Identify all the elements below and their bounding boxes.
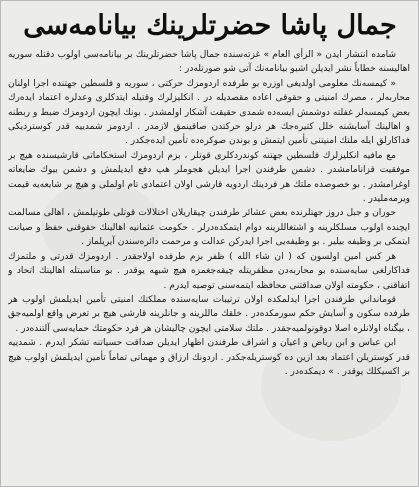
article-paragraph: قومانداني طرفندن اجرا ايدلمكده اولان ترتيبات سايه‌سنده مملكتك امنيتى تأمين ايديلمش اولوب هر طرفده سكون و آسايش حكم سورمكده‌در . خلقك ماللرينه و جانلرينه قارشى هيچ بر تعرض واقع اولميه‌جق ، بيگناه اولانلره اصلا دوقونولميه‌جقدر . ملتك سلامتى ايچون چاليشان هر فرد حكومتك حمايه‌سى آلتنده‌در . bbox=[8, 294, 410, 334]
article-paragraph: « كيمسه‌نك معلومى اولديغى اوزره بو طرفده اردومزك حركتى ، سوريه و فلسطين جهتنده اجرا اولنان محاربه‌لر ، مصرك امنيتى و حقوقى اعاده مقصديله در . انكليزلرك وقتيله ايتدكلرى وعدلره اعتماد ايده‌رك بعض كيمسه‌لر غفلته دوشمش ايسه‌ده شمدى حقيقت آشكار اولمشدر . بونك ايچون اردومزك ضبط و ربطنه و اهالينك آسايشنه خلل كتيره‌جك هر درلو حركتدن صاقينمق لازمدر . اردومز شمدييه قدر كوستردیكى فداكارلق ايله ملتك امنيتنى تأمين ايتمش و بوندن صوكره‌ده تأمين ايده‌جكدر . bbox=[8, 78, 410, 147]
article-paragraph: هر كس امين اولسون كه ( ان شاء الله ) ظفر بزم طرفده اولاجقدر . اردومزك قدرتى و ملتمزك فداكارلغى سايه‌سنده بو محاربه‌دن مظفريتله چيقه‌جغمزه هيچ شبهه يوقدر . بو مناسبتله اهالينك اتحاد و اتفاقنى ، حكومته اولان صداقتنى محافظه ايتمه‌سنى توصيه ايدرم . bbox=[8, 251, 410, 291]
article-headline: جمال پاشا حضرتلرينك بيانامه‌سى bbox=[23, 10, 397, 41]
article-paragraph: ابن عباس و ابن رياض و اعيان و اشراف طرفندن اظهار ايديلن صداقت حسياتنه تشكر ايدرم . شمدييه قدر كوستريلن اعتماد بعد ازين ده كوستريله‌جكدر . اردونك ارزاق و مهماتى تماماً تأمين ايديلمش اولوب هيچ بر اكسيكلك يوقدر . » ديمكده‌در . bbox=[8, 338, 410, 377]
article-body bbox=[8, 48, 410, 484]
article-paragraph: شامده انتشار ايدن « الرأى العام » غزته‌سنده جمال پاشا حضرتلرينك بر بيانامه‌سى اولوب دقتله سوريه اهاليسنه خطاباً نشر ايديلن اشبو بيانامه‌نك آتى شو صورتله‌در : bbox=[8, 50, 410, 75]
article-paragraph: حوران و جبل دروز جهتلرنده بعض عشائر طرفندن چيقاريلان اختلالات قوتلى طوتيلمش ، اهالى مسالمت ايچنده اولوب مسلكلرينه و اشتغاللرينه دوام ايتمكده‌درلر . حكومت عثمانيه اهالينك حقوقنى حفظ و صيانت ايتمكى بر وظيفه بيلير . بو وظيفه‌يى اجرا ايدركن عدالت و مرحمت دائره‌سندن آيريلماز . bbox=[8, 208, 410, 248]
article-paragraph: مع مافيه انكليزلرك فلسطين جهتنه كوندردكلرى قوتلر ، بزم اردومزك استحكاماتى قارشيسنده هيچ بر موفقيت قزانامامشدر . دشمن طرفندن اجرا ايديلن هجوملر هپ دفع ايديلمش و دشمن بيوك ضايعاته اوغرامشدر . بو خصوصده ملتك هر فردينك اردويه قارشى اولان اعتمادى تام اولملى و هيچ بر شايعه‌يه قيمت ويرمه‌ملیدر . bbox=[8, 150, 410, 205]
